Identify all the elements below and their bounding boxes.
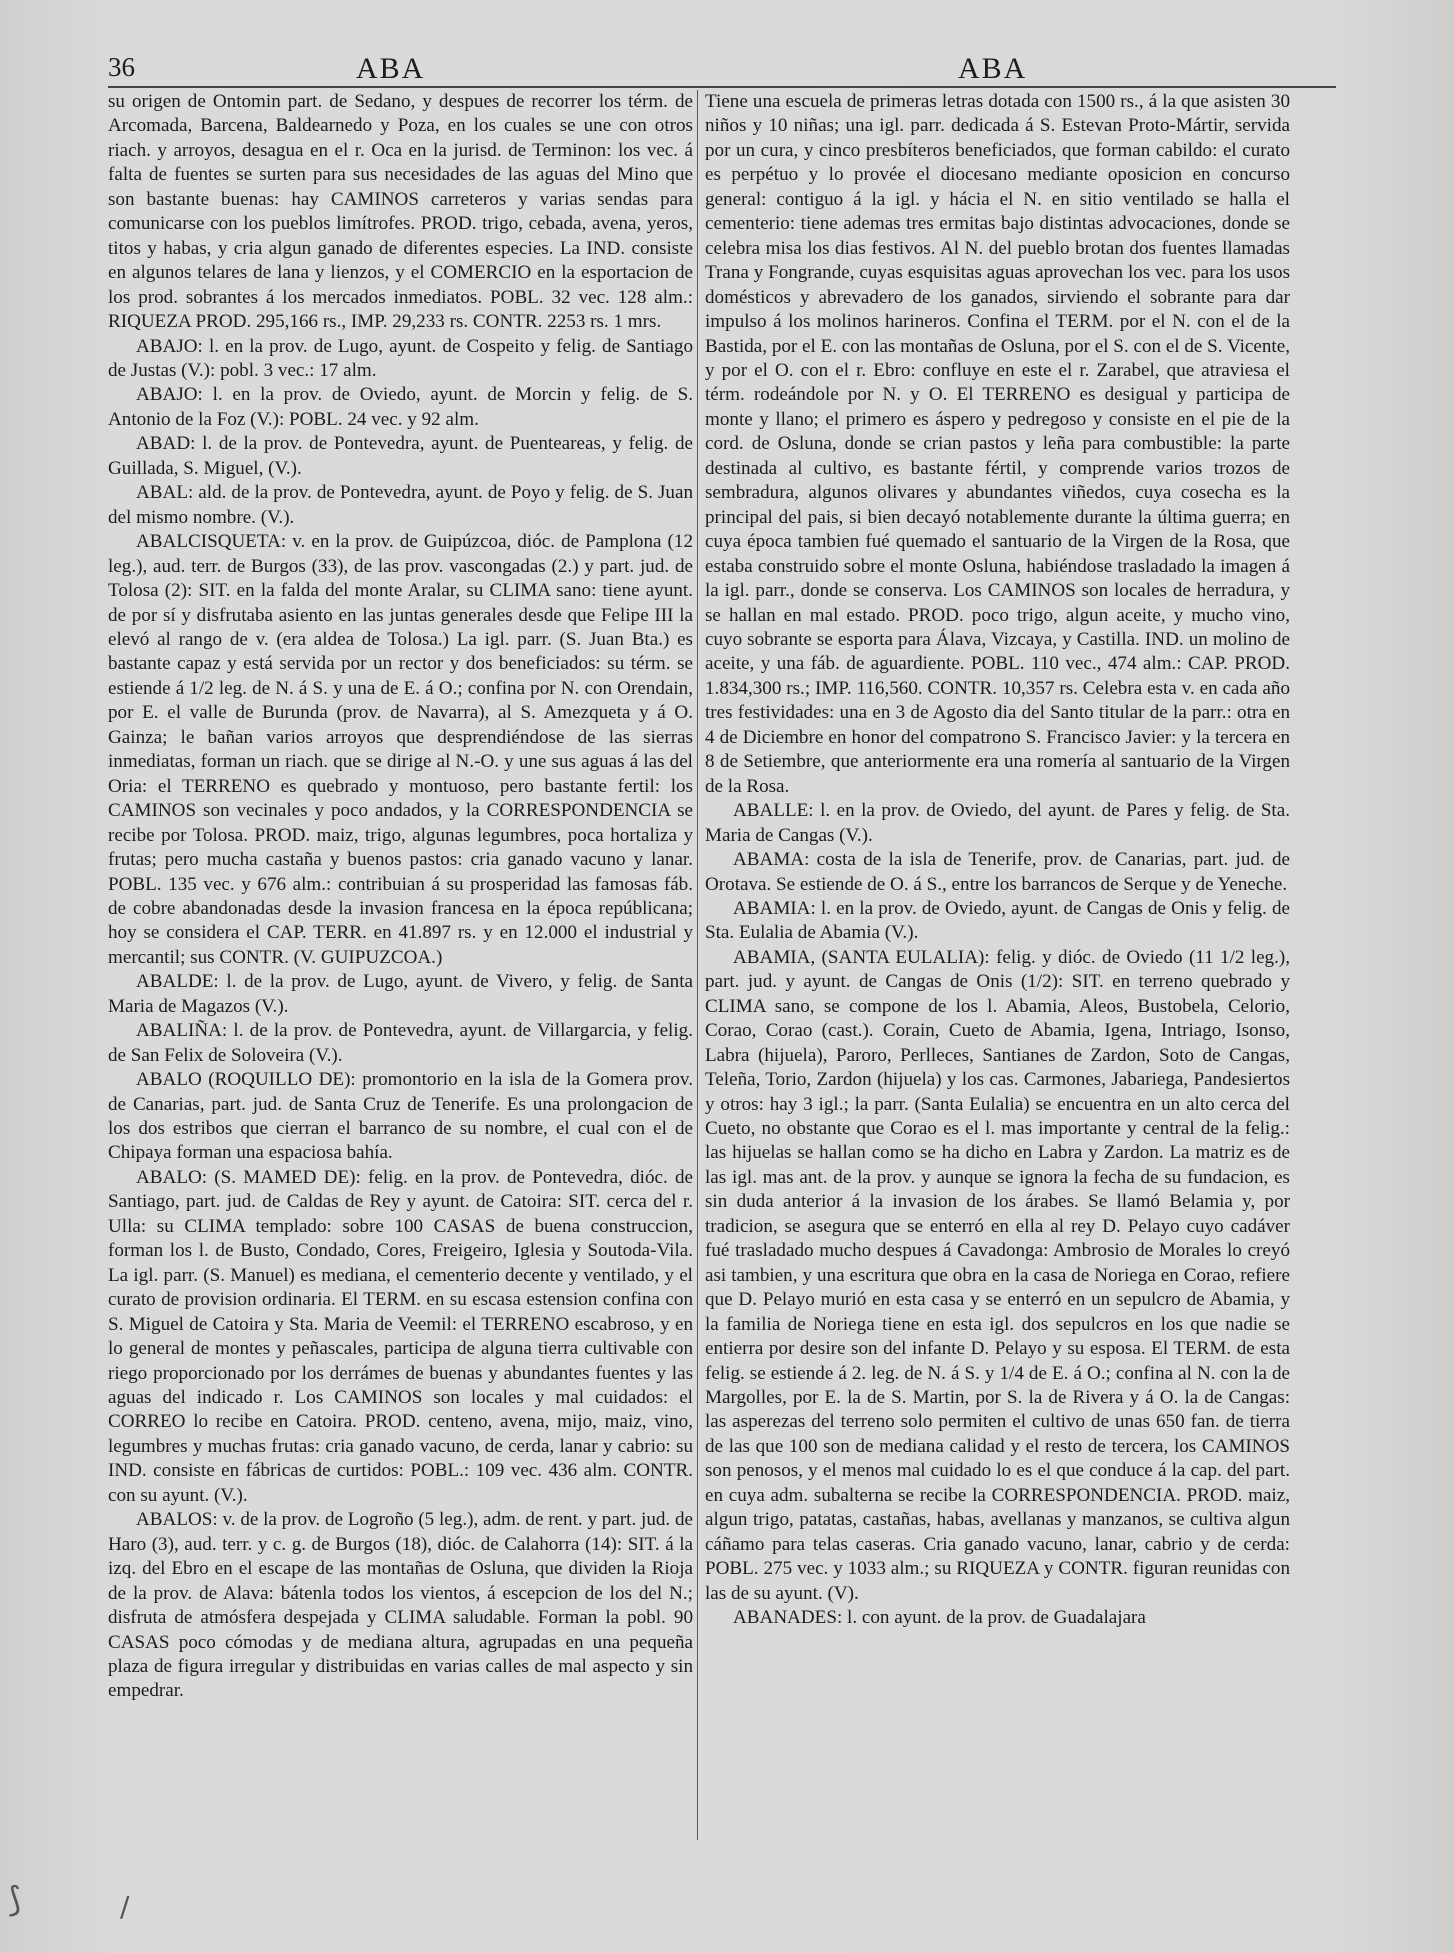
entry-paragraph: ABAMIA: l. en la prov. de Oviedo, ayunt. de Cangas de Onis y felig. de Sta. Eulalia de Abamia (V.). bbox=[705, 897, 1290, 944]
column-divider bbox=[697, 90, 698, 1840]
entry-paragraph: ABALIÑA: l. de la prov. de Pontevedra, ayunt. de Villargarcia, y felig. de San Felix de Soloveira (V.). bbox=[108, 1020, 693, 1066]
page-number: 36 bbox=[108, 52, 135, 82]
entry-paragraph: ABALCISQUETA: v. en la prov. de Guipúzcoa, dióc. de Pamplona (12 leg.), aud. terr. de Burgos (33), de las prov. vascongadas (2.) y part. jud. de Tolosa (2): SIT. en la falda del monte Aralar, su CLIMA sano: tiene ayunt. de por sí y disfrutaba asiento en las juntas generales desde que Felipe III la elevó al rango de v. (era aldea de Tolosa.) La igl. parr. (S. Juan Bta.) es bastante capaz y está servida por un rector y dos beneficiados: su térm. se estiende á 1/2 leg. de N. á S. y una de E. á O.; confina por N. con Orendain, por E. el valle de Burunda (prov. de Navarra), al S. Amezqueta y á O. Gainza; le bañan varios arroyos que desprendiéndose de las sierras inmediatas, forman un riach. que se dirige al N.-O. y une sus aguas á las del Oria: el TERRENO es quebrado y montuoso, pero bastante fertil: los CAMINOS son vecinales y poco andados, y la CORRESPONDENCIA se recibe por Tolosa. PROD. maiz, trigo, algunas legumbres, poca hortaliza y frutas; pero mucha castaña y buenos pastos: cria ganado vacuno y lanar. POBL. 135 vec. y 676 alm.: contribuian á su prosperidad las famosas fáb. de cobre abandonadas desde la invasion francesa en la época repúblicana; hoy se considera el CAP. TERR. en 41.897 rs. y en 12.000 el industrial y mercantil; sus CONTR. (V. GUIPUZCOA.) bbox=[108, 531, 693, 968]
header-rule bbox=[108, 86, 1336, 88]
entry-paragraph: ABAMIA, (SANTA EULALIA): felig. y dióc. de Oviedo (11 1/2 leg.), part. jud. y ayunt. de Cangas de Onis (1/2): SIT. en terreno quebrado y CLIMA sano, se compone de los l. Abamia, Aleos, Bustobela, Celorio, Corao, Corao (cast.). Corain, Cueto de Abamia, Igena, Intriago, Isonso, Labra (hijuela), Paroro, Perlleces, Santianes de Zardon, Soto de Cangas, Teleña, Torio, Zardon (hijuela) y los cas. Carmones, Jabariega, Pandesiertos y otros: hay 3 igl.; la parr. (Santa Eulalia) se encuentra en un alto cerca del Cueto, no obstante que Corao es el l. mas importante y central de la felig.: las hijuelas se hallan como se ha dicho en Labra y Zardon. La matriz es de las igl. mas ant. de la prov. y aunque se ignora la fecha de su fundacion, es sin duda anterior á la invasion de los árabes. Se llamó Belamia y, por tradicion, se asegura que se enterró en ella al rey D. Pelayo cuyo cadáver fué trasladado mucho despues á Cavadonga: Ambrosio de Morales lo creyó asi tambien, y una escritura que obra en la casa de Noriega en Corao, refiere que D. Pelayo murió en esta casa y se enterró en un sepulcro de Abamia, y la familia de Noriega tiene en esta igl. dos sepulcros en los que nadie se entierra por desire son del infante D. Pelayo y su esposa. El TERM. de esta felig. se estiende á 2. leg. de N. á S. y 1/4 de E. á O.; confina al N. con la de Margolles, por E. la de S. Martin, por S. la de Rivera y á O. la de Cangas: las asperezas del terreno solo permiten el cultivo de unas 650 fan. de tierra de las que 100 son de mediana calidad y el resto de tercera, los CAMINOS son penosos, y el menos mal cuidado lo es el que conduce á la cap. del part. en cuya adm. subalterna se recibe la CORRESPONDENCIA. PROD. maiz, algun trigo, patatas, castañas, habas, avellanas y manzanos, se cultiva algun cáñamo para telas caseras. Cria ganado vacuno, lanar, cabrio y de cerda: POBL. 275 vec. y 1033 alm.; su RIQUEZA y CONTR. figuran reunidas con las de su ayunt. (V). bbox=[705, 946, 1290, 1604]
left-column bbox=[108, 90, 693, 1933]
entry-paragraph: ABANADES: l. con ayunt. de la prov. de Guadalajara bbox=[733, 1607, 1146, 1629]
entry-paragraph: ABALO: (S. MAMED DE): felig. en la prov. de Pontevedra, dióc. de Santiago, part. jud. de Caldas de Rey y ayunt. de Catoira: SIT. cerca del r. Ulla: su CLIMA templado: sobre 100 CASAS de buena construccion, forman los l. de Busto, Condado, Cores, Freigeiro, Iglesia y Soutoda-Vila. La igl. parr. (S. Manuel) es mediana, el cementerio decente y ventilado, y el curato de provision ordinaria. El TERM. en su escasa estension confina con S. Miguel de Catoira y Sta. Maria de Veemil: el TERRENO escabroso, y en lo general de montes y peñascales, participa de alguna tierra cultivable con riego proporcionado por los derrámes de buenas y abundantes fuentes y las aguas del indicado r. Los CAMINOS son locales y mal cuidados: el CORREO lo recibe en Catoira. PROD. centeno, avena, mijo, maiz, vino, legumbres y muchas frutas: cria ganado vacuno, de cerda, lanar y cabrio: su IND. consiste en fábricas de curtidos: POBL.: 109 vec. 436 alm. CONTR. con su ayunt. (V.). bbox=[108, 1166, 693, 1506]
entry-paragraph: ABAD: l. de la prov. de Pontevedra, ayunt. de Puenteareas, y felig. de Guillada, S. Miguel, (V.). bbox=[108, 433, 693, 479]
running-head-right: ABA bbox=[958, 52, 1028, 85]
entry-paragraph: su origen de Ontomin part. de Sedano, y despues de recorrer los térm. de Arcomada, Barcena, Baldearnedo y Poza, en los cuales se une con otros riach. y arroyos, desagua en el r. Oca en la jurisd. de Terminon: los vec. á falta de fuentes se surten para sus necesidades de las aguas del Mino que son bastante buenas: hay CAMINOS carreteros y varias sendas para comunicarse con los pueblos limítrofes. PROD. trigo, cebada, avena, yeros, titos y habas, y cria algun ganado de diferentes especies. La IND. consiste en algunos telares de lana y lienzos, y el COMERCIO en la esportacion de los prod. sobrantes á los mercados inmediatos. POBL. 32 vec. 128 alm.: RIQUEZA PROD. 295,166 rs., IMP. 29,233 rs. CONTR. 2253 rs. 1 mrs. bbox=[108, 91, 693, 333]
entry-paragraph: ABALO (ROQUILLO DE): promontorio en la isla de la Gomera prov. de Canarias, part. jud. de Santa Cruz de Tenerife. Es una prolongacion de los dos estribos que cierran el barranco de su nombre, el cual con el de Chipaya forman una espaciosa bahía. bbox=[108, 1069, 693, 1164]
entry-paragraph: ABAJO: l. en la prov. de Oviedo, ayunt. de Morcin y felig. de S. Antonio de la Foz (V.): POBL. 24 vec. y 92 alm. bbox=[108, 384, 693, 430]
entry-paragraph: ABAJO: l. en la prov. de Lugo, ayunt. de Cospeito y felig. de Santiago de Justas (V.): pobl. 3 vec.: 17 alm. bbox=[108, 335, 693, 381]
margin-pencil-mark: / bbox=[120, 1890, 130, 1923]
right-column bbox=[705, 90, 1290, 1933]
page-header bbox=[108, 52, 1336, 88]
entry-paragraph: ABALLE: l. en la prov. de Oviedo, del ayunt. de Pares y felig. de Sta. Maria de Cangas (V.). bbox=[705, 800, 1290, 846]
entry-paragraph: ABAMA: costa de la isla de Tenerife, prov. de Canarias, part. jud. de Orotava. Se estiende de O. á S., entre los barrancos de Serque y de Yeneche. bbox=[705, 849, 1290, 895]
entry-paragraph: ABALOS: v. de la prov. de Logroño (5 leg.), adm. de rent. y part. jud. de Haro (3), aud. terr. y c. g. de Burgos (18), dióc. de Calahorra (14): SIT. á la izq. del Ebro en el escape de las montañas de Osluna, que dividen la Rioja de la prov. de Alava: bátenla todos los vientos, á escepcion de los del N.; disfruta de atmósfera despejada y CLIMA saludable. Forman la pobl. 90 CASAS poco cómodas y de mediana altura, agrupadas en una pequeña plaza de figura irregular y distribuidas en varias calles de mal aspecto y sin empedrar. bbox=[108, 1509, 693, 1702]
running-head-left: ABA bbox=[356, 52, 426, 85]
entry-paragraph: Tiene una escuela de primeras letras dotada con 1500 rs., á la que asisten 30 niños y 10 niñas; una igl. parr. dedicada á S. Estevan Proto-Mártir, servida por un cura, y cinco presbíteros beneficiados, que forman cabildo: el curato es perpétuo y lo provée el diocesano mediante oposicion en concurso general: contiguo á la igl. y hácia el N. en sitio ventilado se halla el cementerio: tiene ademas tres ermitas bajo distintas advocaciones, donde se celebra misa los dias festivos. Al N. del pueblo brotan dos fuentes llamadas Trana y Fongrande, cuyas esquisitas aguas aprovechan los vec. para los usos domésticos y abrevadero de los ganados, sirviendo el sobrante para dar impulso á los molinos harineros. Confina el TERM. por el N. con el de la Bastida, por el E. con las montañas de Osluna, por el S. con el de S. Vicente, y por el O. con el r. Ebro: confluye en este el r. Zarabel, que atraviesa el térm. rodeándole por N. y O. El TERRENO es desigual y participa de monte y llano; el primero es áspero y pedregoso y consiste en el pie de la cord. de Osluna, donde se crian pastos y leña para combustible: la parte destinada al cultivo, es bastante fértil, y comprende varios trozos de sembradura, algunos olivares y abundantes viñedos, cuya cosecha es la principal del pais, si bien decayó notablemente durante la última guerra; en cuya época tambien fué quemado el santuario de la Virgen de la Rosa, que estaba construido sobre el monte Osluna, habiéndose trasladado la imagen á la igl. parr., donde se conserva. Los CAMINOS son locales de herradura, y se hallan en mal estado. PROD. poco trigo, algun aceite, y mucho vino, cuyo sobrante se esporta para Álava, Vizcaya, y Castilla. IND. un molino de aceite, y una fáb. de aguardiente. POBL. 110 vec., 474 alm.: CAP. PROD. 1.834,300 rs.; IMP. 116,560. CONTR. 10,357 rs. Celebra esta v. en cada año tres festividades: una en 3 de Agosto dia del Santo titular de la parr.: otra en 4 de Diciembre en honor del compatrono S. Francisco Javier: y la tercera en 8 de Setiembre, que anteriormente era una romería al santuario de la Virgen de la Rosa. bbox=[705, 91, 1290, 797]
entry-paragraph: ABALDE: l. de la prov. de Lugo, ayunt. de Vivero, y felig. de Santa Maria de Magazos (V.). bbox=[108, 971, 693, 1017]
margin-pencil-mark: ⟆ bbox=[8, 1880, 22, 1920]
entry-paragraph: ABAL: ald. de la prov. de Pontevedra, ayunt. de Poyo y felig. de S. Juan del mismo nombre. (V.). bbox=[108, 482, 693, 528]
